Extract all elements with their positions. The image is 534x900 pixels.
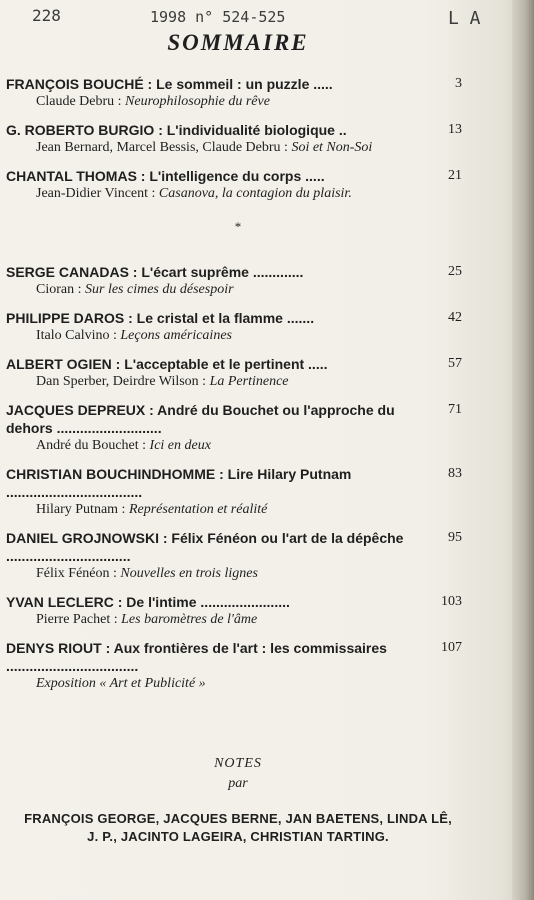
- entry-heading: FRANÇOIS BOUCHÉ : Le sommeil : un puzzle .....: [6, 76, 333, 92]
- reviewed-author: Hilary Putnam :: [36, 502, 129, 517]
- table-of-contents: [0, 75, 534, 703]
- entry-heading: DANIEL GROJNOWSKI : Félix Fénéon ou l'art de la dépêche ................................: [6, 530, 404, 564]
- reviewed-title: Les baromètres de l'âme: [121, 612, 258, 627]
- reviewed-title: Sur les cimes du désespoir: [85, 282, 234, 297]
- notes-heading: NOTES: [214, 756, 262, 771]
- entry-reviewed-work: [0, 93, 406, 111]
- notes-by-label: par: [228, 776, 248, 791]
- entry-page-number: 83: [448, 466, 462, 481]
- reviewed-title: Leçons américaines: [120, 328, 232, 343]
- reviewed-title: Nouvelles en trois lignes: [120, 566, 258, 581]
- page-title: SOMMAIRE: [167, 30, 309, 55]
- reviewed-title: Casanova, la contagion du plaisir.: [158, 186, 352, 201]
- entry-reviewed-work: [0, 373, 406, 391]
- entry-page-number: 103: [441, 594, 462, 609]
- entry-page-number: 21: [448, 168, 462, 183]
- reviewed-title: Ici en deux: [149, 438, 211, 453]
- entry-heading: DENYS RIOUT : Aux frontières de l'art : les commissaires ..................................: [6, 640, 387, 674]
- reviewed-author: Jean-Didier Vincent :: [36, 186, 159, 201]
- reviewed-title: Exposition « Art et Publicité »: [36, 676, 206, 691]
- reviewed-author: Claude Debru :: [36, 94, 126, 109]
- entry-heading: SERGE CANADAS : L'écart suprême .............: [6, 264, 304, 280]
- entry-reviewed-work: [0, 501, 406, 519]
- reviewed-author: Pierre Pachet :: [36, 612, 122, 627]
- toc-entry: [0, 167, 534, 203]
- entry-heading: JACQUES DEPREUX : André du Bouchet ou l'approche du dehors ...........................: [6, 402, 395, 436]
- toc-entry: [0, 121, 534, 157]
- toc-entry: [0, 355, 534, 391]
- reviewed-author: Italo Calvino :: [36, 328, 121, 343]
- entry-page-number: 57: [448, 356, 462, 371]
- section-separator: *: [234, 219, 242, 234]
- toc-entry: [0, 263, 534, 299]
- entry-reviewed-work: [0, 185, 406, 203]
- entry-reviewed-work: [0, 565, 406, 583]
- reviewed-author: André du Bouchet :: [36, 438, 150, 453]
- entry-reviewed-work: [0, 437, 406, 455]
- entry-page-number: 25: [448, 264, 462, 279]
- toc-entry: [0, 309, 534, 345]
- entry-heading: PHILIPPE DAROS : Le cristal et la flamme .......: [6, 310, 315, 326]
- entry-heading: CHANTAL THOMAS : L'intelligence du corps .....: [6, 168, 325, 184]
- reviewed-title: Soi et Non-Soi: [291, 140, 373, 155]
- entry-page-number: 3: [455, 76, 462, 91]
- notes-section: [0, 756, 476, 846]
- entry-reviewed-work: [0, 675, 406, 693]
- reviewed-author: Dan Sperber, Deirdre Wilson :: [36, 374, 210, 389]
- reviewed-title: Neurophilosophie du rêve: [125, 94, 270, 109]
- toc-entry: [0, 401, 534, 455]
- handwritten-note-left: 228: [32, 6, 61, 25]
- entry-reviewed-work: [0, 139, 406, 157]
- entry-page-number: 95: [448, 530, 462, 545]
- entry-page-number: 13: [448, 122, 462, 137]
- reviewed-author: Jean Bernard, Marcel Bessis, Claude Debru :: [36, 140, 292, 155]
- toc-entry: [0, 593, 534, 629]
- entry-heading: YVAN LECLERC : De l'intime .......................: [6, 594, 290, 610]
- reviewed-author: Cioran :: [36, 282, 85, 297]
- entry-reviewed-work: [0, 281, 406, 299]
- toc-entry: [0, 465, 534, 519]
- toc-entry: [0, 75, 534, 111]
- reviewed-author: Félix Fénéon :: [36, 566, 121, 581]
- entry-page-number: 42: [448, 310, 462, 325]
- reviewed-title: La Pertinence: [209, 374, 289, 389]
- handwritten-note-center: 1998 n° 524-525: [150, 8, 286, 26]
- entry-page-number: 71: [448, 402, 462, 417]
- entry-reviewed-work: [0, 611, 406, 629]
- reviewed-title: Représentation et réalité: [128, 502, 268, 517]
- handwritten-note-right: L A: [448, 8, 481, 29]
- entry-page-number: 107: [441, 640, 462, 655]
- entry-heading: CHRISTIAN BOUCHINDHOMME : Lire Hilary Putnam ...................................: [6, 466, 352, 500]
- entry-heading: G. ROBERTO BURGIO : L'individualité biologique ..: [6, 122, 347, 138]
- notes-contributors: FRANÇOIS GEORGE, JACQUES BERNE, JAN BAETENS, LINDA LÊ, J. P., JACINTO LAGEIRA, CHRISTIAN TARTING.: [24, 811, 452, 844]
- entry-reviewed-work: [0, 327, 406, 345]
- entry-heading: ALBERT OGIEN : L'acceptable et le pertinent .....: [6, 356, 328, 372]
- toc-entry: [0, 639, 534, 693]
- toc-entry: [0, 529, 534, 583]
